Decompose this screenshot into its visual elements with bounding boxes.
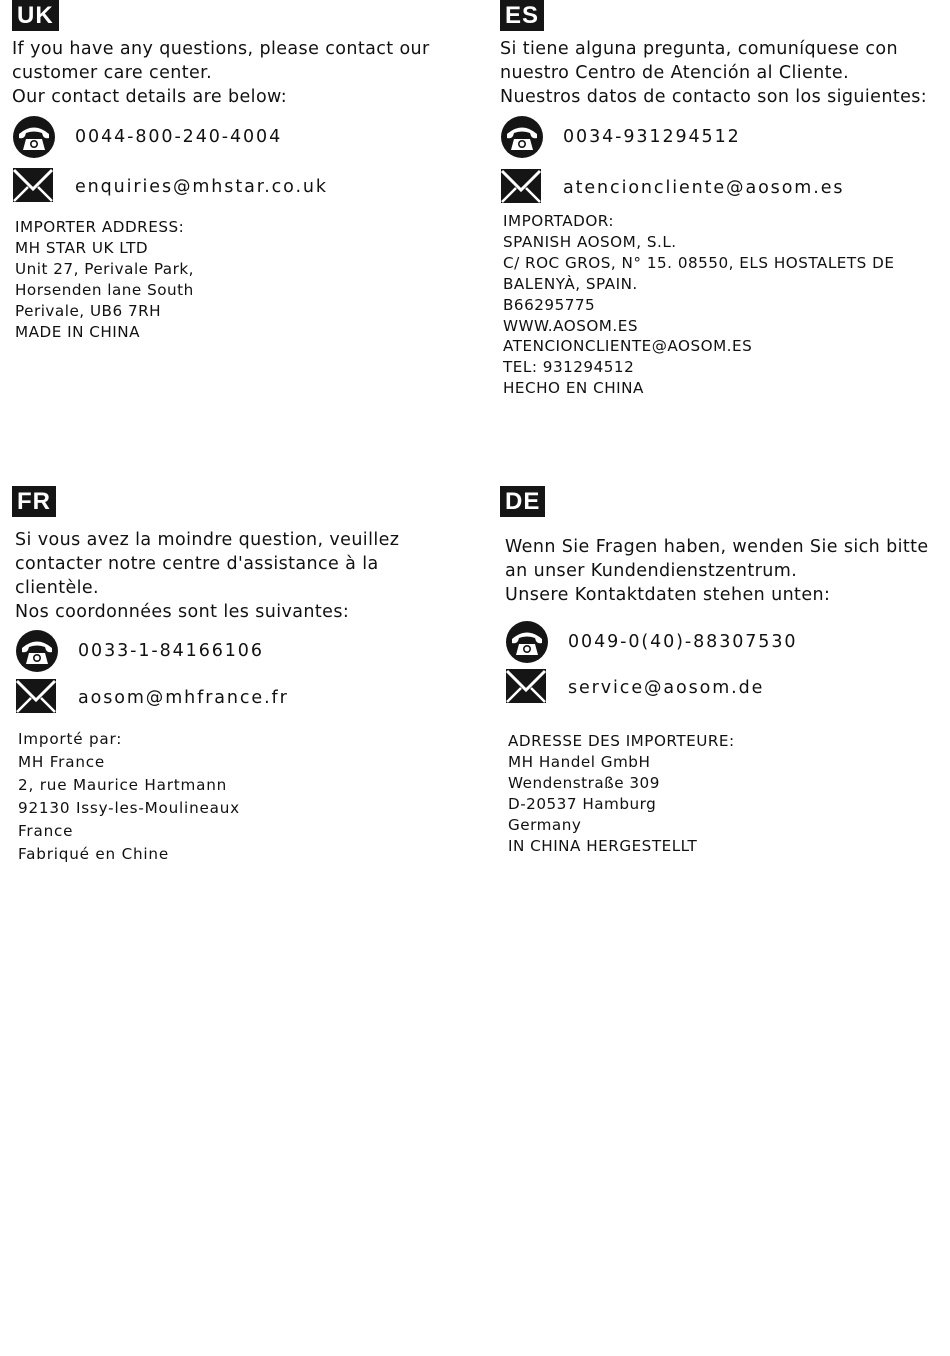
phone-number-uk[interactable]: 0044-800-240-4004 <box>75 127 283 147</box>
phone-number-de[interactable]: 0049-0(40)-88307530 <box>568 632 798 652</box>
phone-row-es <box>500 115 930 159</box>
phone-number-fr[interactable]: 0033-1-84166106 <box>78 641 264 661</box>
phone-icon <box>505 620 549 664</box>
envelope-icon <box>500 166 542 206</box>
email-address-de[interactable]: service@aosom.de <box>568 678 765 698</box>
email-address-uk[interactable]: enquiries@mhstar.co.uk <box>75 177 328 197</box>
intro-text-fr: Si vous avez la moindre question, veuillez contacter notre centre d'assistance à la clientèle. Nos coordonnées sont les suivantes: <box>15 530 400 622</box>
address-block-es: IMPORTADOR: SPANISH AOSOM, S.L. C/ ROC GROS, N° 15. 08550, ELS HOSTALETS DE BALENYÀ, SPAIN. B66295775 WWW.AOSOM.ES ATENCIONCLIENTE@AOSOM.ES TEL: 931294512 HECHO EN CHINA <box>503 212 895 398</box>
phone-row-fr <box>15 629 445 673</box>
phone-row-uk <box>12 115 442 159</box>
envelope-icon <box>505 666 547 706</box>
country-badge-es: ES <box>500 0 544 31</box>
phone-number-es[interactable]: 0034-931294512 <box>563 127 741 147</box>
envelope-icon <box>15 676 57 716</box>
address-block-de: ADRESSE DES IMPORTEURE: MH Handel GmbH Wendenstraße 309 D-20537 Hamburg Germany IN CHINA HERGESTELLT <box>508 732 735 855</box>
phone-icon <box>15 629 59 673</box>
email-address-fr[interactable]: aosom@mhfrance.fr <box>78 688 289 708</box>
phone-icon <box>500 115 544 159</box>
phone-row-de <box>505 620 935 664</box>
intro-text-es: Si tiene alguna pregunta, comuníquese con nuestro Centro de Atención al Cliente. Nuestros datos de contacto son los siguientes: <box>500 39 928 107</box>
intro-text-uk: If you have any questions, please contact our customer care center. Our contact details are below: <box>12 39 430 107</box>
email-row-fr <box>15 676 445 720</box>
address-block-fr: Importé par: MH France 2, rue Maurice Hartmann 92130 Issy-les-Moulineaux France Fabriqué en Chine <box>18 730 240 863</box>
country-badge-fr: FR <box>12 486 56 517</box>
intro-text-de: Wenn Sie Fragen haben, wenden Sie sich bitte an unser Kundendienstzentrum. Unsere Kontaktdaten stehen unten: <box>505 537 929 605</box>
country-badge-uk: UK <box>12 0 59 31</box>
country-badge-de: DE <box>500 486 545 517</box>
envelope-icon <box>12 165 54 205</box>
email-row-de <box>505 666 935 710</box>
phone-icon <box>12 115 56 159</box>
email-address-es[interactable]: atencioncliente@aosom.es <box>563 178 845 198</box>
email-row-es <box>500 166 930 210</box>
address-block-uk: IMPORTER ADDRESS: MH STAR UK LTD Unit 27, Perivale Park, Horsenden lane South Perivale, UB6 7RH MADE IN CHINA <box>15 218 194 341</box>
email-row-uk <box>12 165 442 209</box>
